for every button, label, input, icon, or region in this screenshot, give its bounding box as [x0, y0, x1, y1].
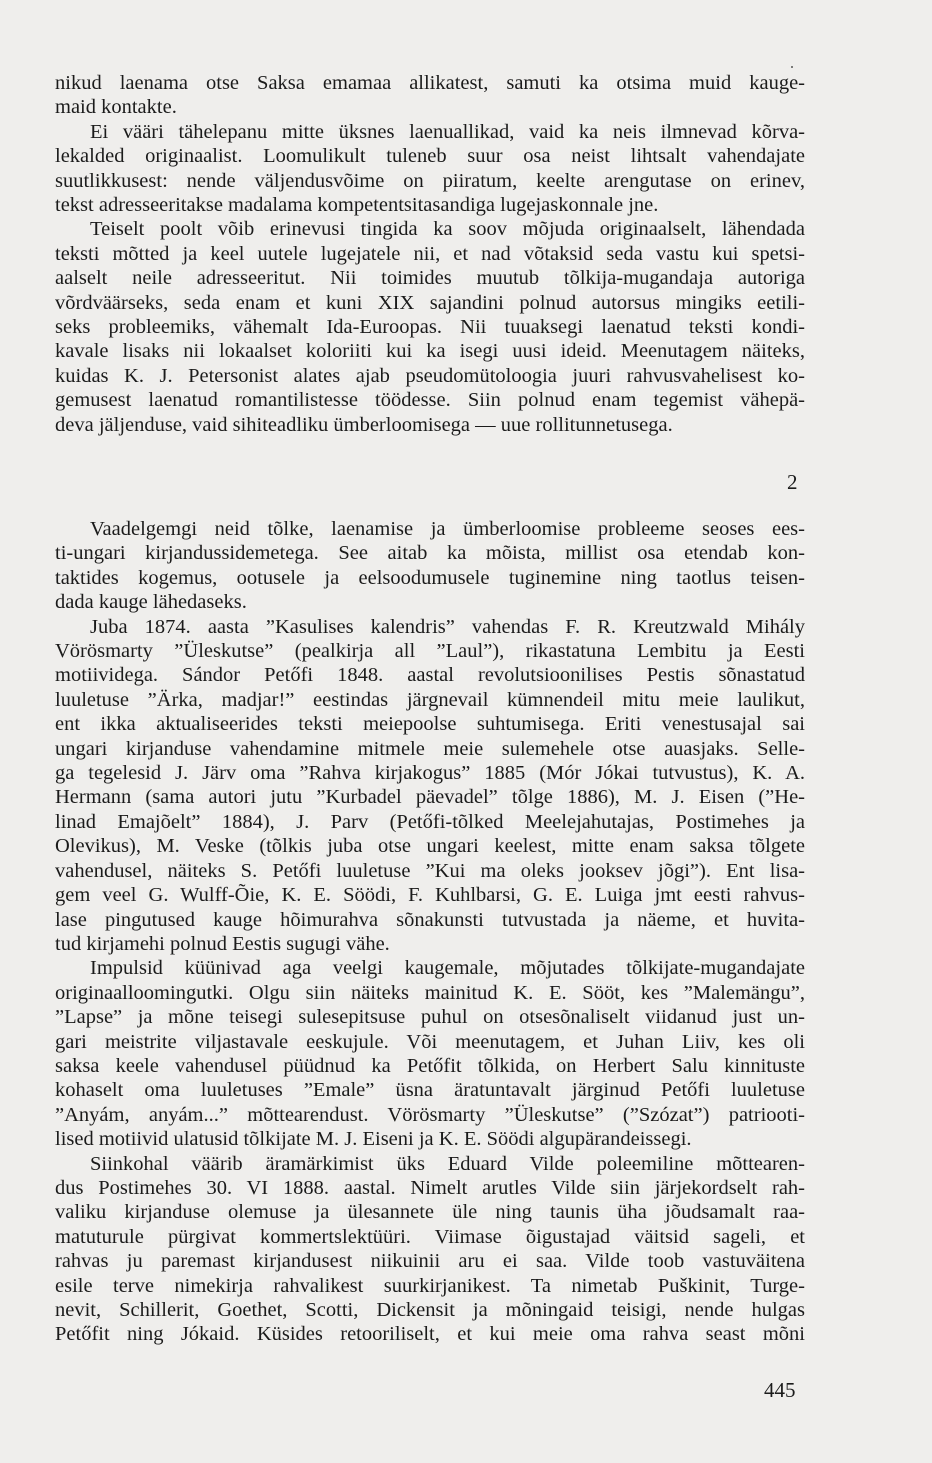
text-line: luuletuse ”Ärka, madjar!” eestindas järgnevail kümnendeil mitu meie laulikut,: [55, 688, 805, 711]
text-line: ti-ungari kirjandussidemetega. See aitab ka mõista, millist osa etendab kon-: [55, 542, 805, 565]
text-line: rahvas ju paremast kirjandusest niikuinii aru ei saa. Vilde toob vastuväitena: [55, 1250, 805, 1273]
text-line: Siinkohal väärib äramärkimist üks Eduard Vilde poleemiline mõttearen-: [90, 1152, 805, 1175]
text-line: motiividega. Sándor Petőfi 1848. aastal revolutsioonilises Pestis sõnastatud: [55, 664, 805, 687]
text-line: Impulsid küünivad aga veelgi kaugemale, mõjutades tõlkijate-mugandajate: [90, 957, 805, 980]
text-line: deva jäljenduse, vaid sihiteadliku ümberloomisega — uue rollitunnetusega.: [55, 413, 673, 436]
text-line: tud kirjamehi polnud Eestis sugugi vähe.: [55, 932, 390, 955]
text-line: suutlikkusest: nende väljendusvõime on piiratum, keelte arengutase on erinev,: [55, 169, 805, 192]
text-line: originaalloomingutki. Olgu siin näiteks mainitud K. E. Sööt, kes ”Malemängu”,: [55, 981, 805, 1004]
text-block-main: [55, 517, 805, 1347]
text-line: ga tegelesid J. Järv oma ”Rahva kirjakogus” 1885 (Mór Jókai tutvustus), K. A.: [55, 762, 805, 785]
text-line: nikud laenama otse Saksa emamaa allikatest, samuti ka otsima muid kauge-: [55, 72, 805, 94]
text-line: vahendusel, näiteks S. Petőfi luuletuse ”Kui ma oleks jooksev jõgi”). Ent lisa-: [55, 859, 805, 882]
text-line: Juba 1874. aasta ”Kasulises kalendris” vahendas F. R. Kreutzwald Mihály: [90, 615, 805, 638]
text-line: tekst adresseeritakse madalama kompetentsitasandiga lugejaskonnale jne.: [55, 194, 659, 217]
text-line: taktides kogemus, ootusele ja eelsoodumusele tuginemine ning taotlus teisen-: [55, 566, 805, 589]
text-line: aalselt neile adresseeritut. Nii toimides muutub tõlkija-mugandaja autoriga: [55, 267, 805, 290]
text-line: kuidas K. J. Petersonist alates ajab pseudomütoloogia juuri rahvusvahelisest ko-: [55, 364, 805, 387]
text-line: linad Emajõelt” 1884), J. Parv (Petőfi-tõlked Meelejahutajas, Postimehes ja: [55, 810, 805, 833]
text-line: gemusest laenatud romantilistesse töödesse. Siin polnud enam tegemist vähepä-: [55, 389, 805, 412]
text-line: gari meistrite viljastavale eeskujule. Või meenutagem, et Juhan Liiv, kes oli: [55, 1030, 805, 1053]
text-line: lised motiivid ulatusid tõlkijate M. J. Eiseni ja K. E. Söödi algupärandeissegi.: [55, 1128, 692, 1151]
text-line: dus Postimehes 30. VI 1888. aastal. Nimelt arutles Vilde siin järjekordselt rah-: [55, 1176, 805, 1199]
text-line: esile terve nimekirja rahvalikest suurkirjanikest. Ta nimetab Puškinit, Turge-: [55, 1274, 805, 1297]
page-speck: [791, 66, 793, 68]
text-line: kohaselt oma luuletuses ”Emale” üsna äratuntavalt järginud Petőfi luuletuse: [55, 1079, 805, 1102]
text-line: Hermann (sama autori jutu ”Kurbadel päevadel” tõlge 1886), M. J. Eisen (”He-: [55, 786, 805, 809]
section-number: 2: [787, 470, 798, 494]
text-line: Vörösmarty ”Üleskutse” (pealkirja all ”Laul”), rikastatuna Lembitu ja Eesti: [55, 640, 805, 663]
text-line: kavale lisaks nii lokaalset koloriiti kui ka isegi uusi ideid. Meenutagem näiteks,: [55, 340, 805, 363]
text-line: maid kontakte.: [55, 96, 177, 119]
text-line: Olevikus), M. Veske (tõlkis juba otse ungari keelest, mitte enam saksa tõlgete: [55, 835, 805, 858]
page-number: 445: [764, 1378, 796, 1402]
text-line: Ei vääri tähelepanu mitte üksnes laenuallikad, vaid ka neis ilmnevad kõrva-: [90, 120, 805, 143]
text-line: nevit, Schillerit, Goethet, Scotti, Dickensit ja mõningaid teisigi, nende hulgas: [55, 1299, 805, 1321]
text-line: ”Lapse” ja mõne teisegi sulesepitsuse puhul on otsesõnaliselt viidanud just un-: [55, 1006, 805, 1029]
text-line: ”Anyám, anyám...” mõttearendust. Vörösmarty ”Üleskutse” (”Szózat”) patriooti-: [55, 1103, 805, 1126]
text-line: seks probleemiks, vähemalt Ida-Euroopas. Nii tuuaksegi laenatud teksti kondi-: [55, 316, 805, 339]
text-line: võrdväärseks, seda enam et kuni XIX sajandini polnud autorsus mingiks eetili-: [55, 291, 805, 314]
text-line: Vaadelgemgi neid tõlke, laenamise ja ümberloomise probleeme seoses ees-: [90, 518, 805, 540]
text-line: lase pingutused kauge hõimurahva sõnakunsti tutvustada ja näeme, et huvita-: [55, 908, 805, 931]
text-line: Petőfit ning Jókaid. Küsides retooriliselt, et kui meie oma rahva seast mõni: [55, 1323, 805, 1346]
text-line: gem veel G. Wulff-Õie, K. E. Söödi, F. Kuhlbarsi, G. E. Luiga jmt eesti rahvus-: [55, 884, 805, 907]
text-line: valiku kirjanduse olemuse ja ülesannete üle ning taunis üha jõudsamalt raa-: [55, 1201, 805, 1224]
text-line: ent ikka aktualiseerides teksti meiepoolse suhtumisega. Eriti venestusajal sai: [55, 713, 805, 736]
text-line: matuturule pürgivat kommertslektüüri. Viimase õigustajad väitsid sageli, et: [55, 1225, 805, 1248]
text-line: Teiselt poolt võib erinevusi tingida ka soov mõjuda originaalselt, lähendada: [90, 218, 805, 241]
text-line: dada kauge lähedaseks.: [55, 591, 247, 614]
text-line: ungari kirjanduse vahendamine mitmele meie sulemehele otse auasjaks. Selle-: [55, 737, 805, 760]
text-line: saksa keele vahendusel püüdnud ka Petőfit tõlkida, on Herbert Salu kinnituste: [55, 1054, 805, 1077]
text-block-top: [55, 71, 805, 437]
text-line: teksti mõtted ja keel uutele lugejatele nii, et nad võtaksid seda vastu kui spetsi-: [55, 242, 805, 265]
text-line: lekalded originaalist. Loomulikult tuleneb suur osa neist lihtsalt vahendajate: [55, 145, 805, 168]
